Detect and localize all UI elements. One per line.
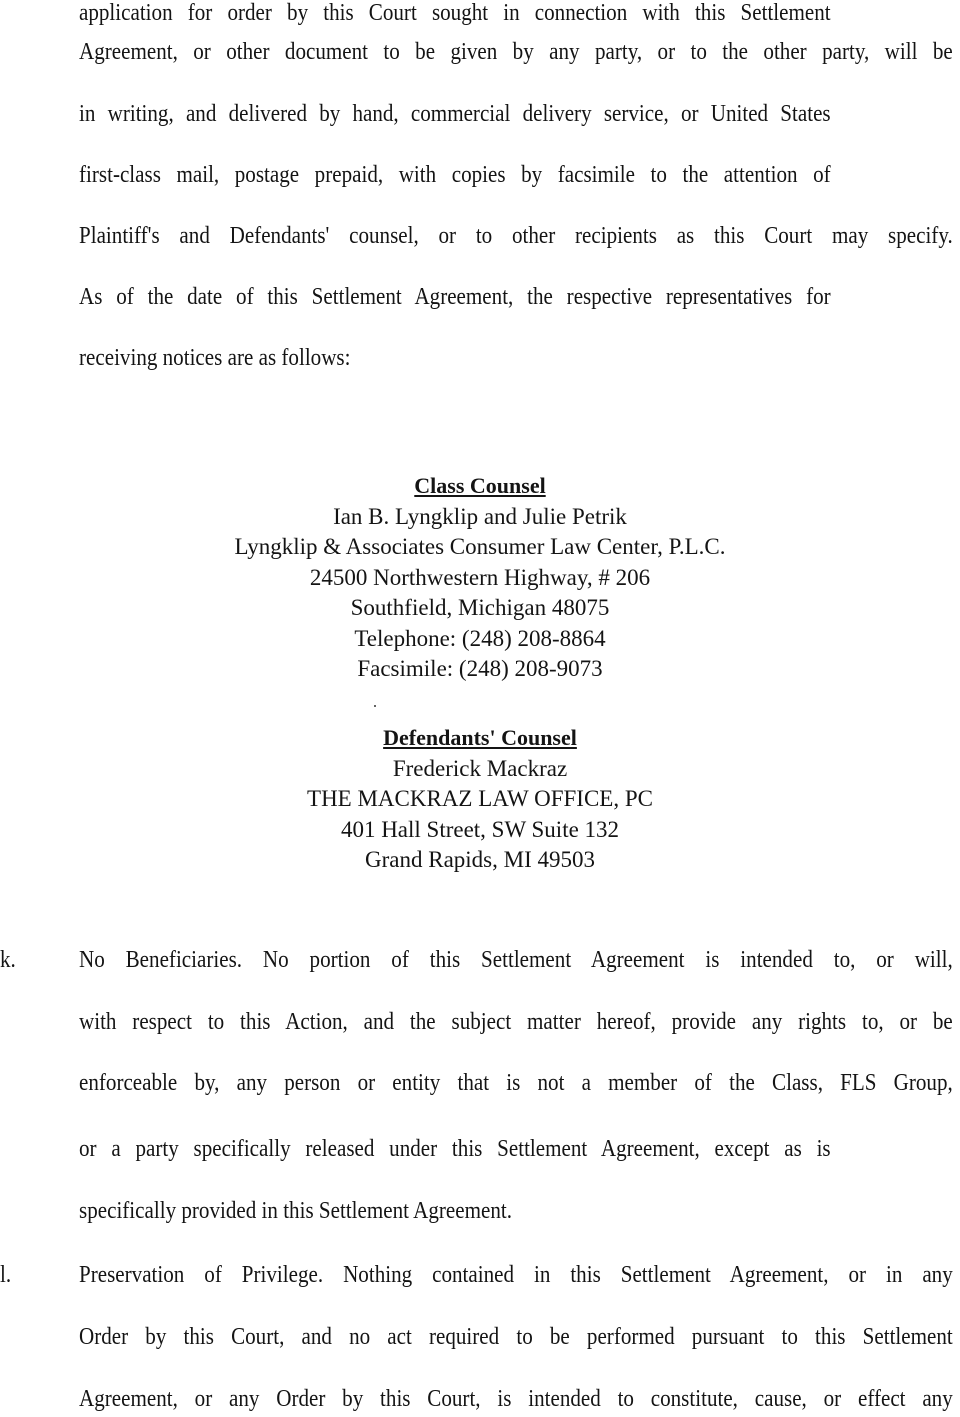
defendants-counsel-address-line1: 401 Hall Street, SW Suite 132 [340,816,620,842]
paragraph-line: in writing, and delivered by hand, commercial delivery service, or United States [79,100,831,127]
defendants-counsel-address-line2: Grand Rapids, MI 49503 [365,847,595,872]
defendants-counsel-firm: THE MACKRAZ LAW OFFICE, PC [307,786,653,811]
class-counsel-address-line2: Southfield, Michigan 48075 [350,595,610,620]
paragraph-line: application for order by this Court sought in connection with this Settlement [79,0,831,26]
section-k-line: with respect to this Action, and the subject matter hereof, provide any rights to, or be [79,1008,953,1035]
section-l-line: Order by this Court, and no act required to be performed pursuant to this Settlement [79,1323,953,1350]
paragraph-line: As of the date of this Settlement Agreement, the respective representatives for [79,283,831,310]
paragraph-line: Agreement, or other document to be given by any party, or to the other party, will be [79,38,953,65]
section-l-line: Agreement, or any Order by this Court, is intended to constitute, cause, or effect any [79,1385,953,1412]
defendants-counsel-heading: Defendants' Counsel [383,725,577,750]
class-counsel-facsimile: Facsimile: (248) 208-9073 [357,656,603,681]
section-k-line: No Beneficiaries. No portion of this Settlement Agreement is intended to, or will, [79,946,953,973]
scan-speck [374,705,376,707]
defendants-counsel-name: Frederick Mackraz [392,755,568,781]
section-k-line: enforceable by, any person or entity that is not a member of the Class, FLS Group, [79,1069,953,1096]
class-counsel-names: Ian B. Lyngklip and Julie Petrik [333,503,627,529]
section-k-line: specifically provided in this Settlement Agreement. [79,1197,512,1224]
class-counsel-heading: Class Counsel [414,473,546,498]
paragraph-line: receiving notices are as follows: [79,344,351,371]
section-l-line: Preservation of Privilege. Nothing contained in this Settlement Agreement, or in any [79,1261,953,1288]
class-counsel-address-line1: 24500 Northwestern Highway, # 206 [309,564,651,590]
class-counsel-firm: Lyngklip & Associates Consumer Law Center, P.L.C. [234,534,726,559]
section-k-line: or a party specifically released under this Settlement Agreement, except as is [79,1135,831,1162]
paragraph-line: Plaintiff's and Defendants' counsel, or to other recipients as this Court may specify. [79,222,953,249]
class-counsel-telephone: Telephone: (248) 208-8864 [354,625,606,651]
class-counsel-block [0,471,960,685]
section-k-marker: k. [0,946,16,973]
paragraph-line: first-class mail, postage prepaid, with copies by facsimile to the attention of [79,161,831,188]
section-l-marker: l. [0,1261,12,1288]
defendants-counsel-block [0,723,960,876]
